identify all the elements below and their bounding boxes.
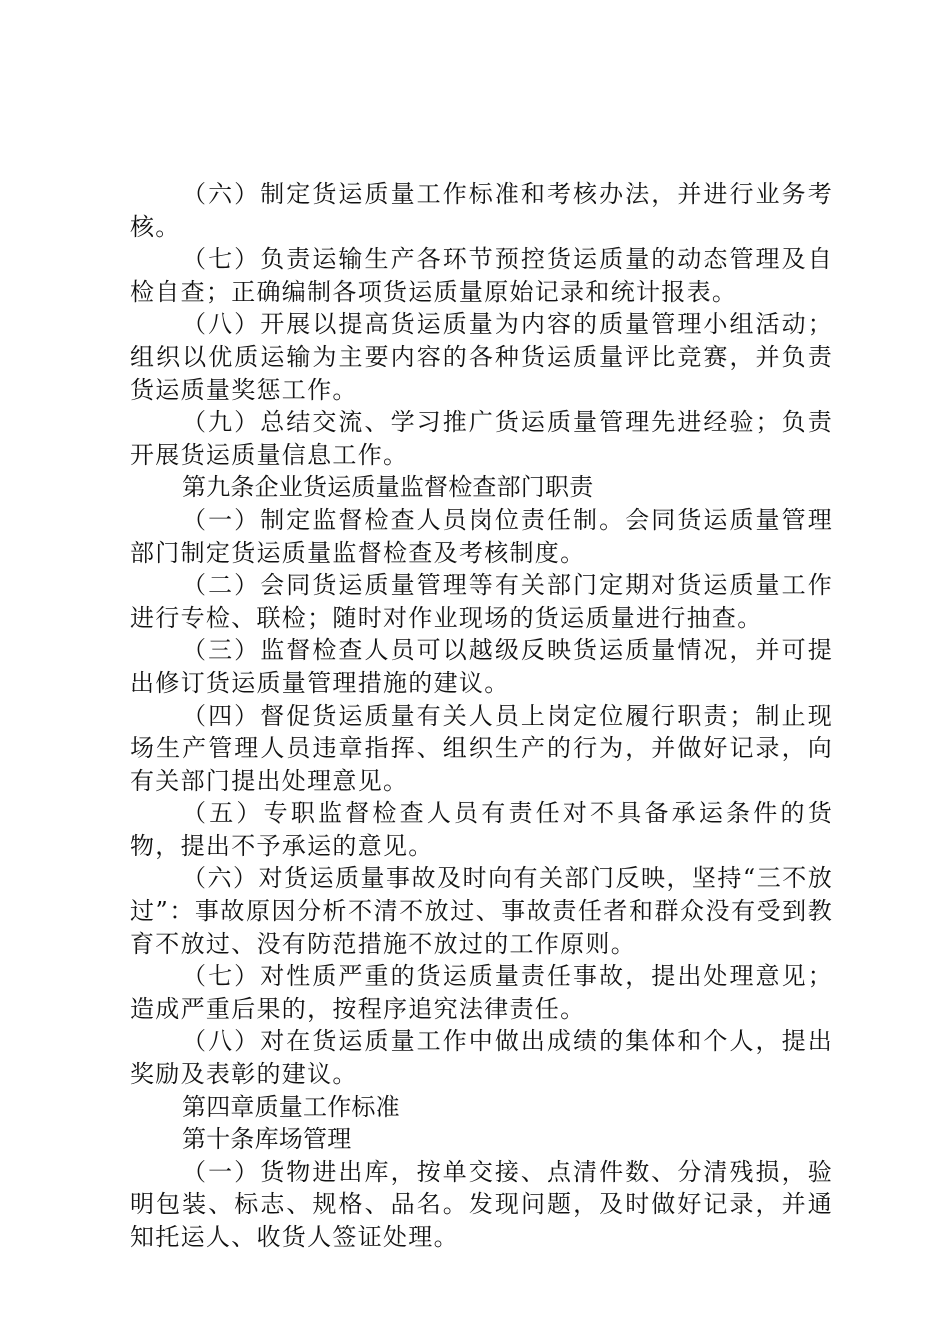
article-9-item-5: （五）专职监督检查人员有责任对不具备承运条件的货物，提出不予承运的意见。 [130,799,833,860]
chapter-4-heading: 第四章质量工作标准 [182,1092,400,1121]
article-10-item-1: （一）货物进出库，按单交接、点清件数、分清残损，验明包装、标志、规格、品名。发现问题，及时做好记录，并通知托运人、收货人签证处理。 [130,1157,833,1251]
paragraph-6-standards: （六）制定货运质量工作标准和考核办法，并进行业务考核。 [130,180,833,241]
article-9-heading: 第九条企业货运质量监督检查部门职责 [182,473,594,502]
document-page [130,178,833,1254]
article-9-item-4: （四）督促货运质量有关人员上岗定位履行职责；制止现场生产管理人员违章指挥、组织生产的行为，并做好记录，向有关部门提出处理意见。 [130,701,833,795]
article-9-item-1: （一）制定监督检查人员岗位责任制。会同货运质量管理部门制定货运质量监督检查及考核制度。 [130,505,833,567]
paragraph-7-dynamic-management: （七）负责运输生产各环节预控货运质量的动态管理及自检自查；正确编制各项货运质量原始记录和统计报表。 [130,245,833,306]
article-10-heading: 第十条库场管理 [182,1125,352,1154]
article-9-item-6: （六）对货运质量事故及时向有关部门反映，坚持“三不放过”：事故原因分析不清不放过、事故责任者和群众没有受到教育不放过、没有防范措施不放过的工作原则。 [130,864,833,958]
article-9-item-3: （三）监督检查人员可以越级反映货运质量情况，并可提出修订货运质量管理措施的建议。 [130,636,833,697]
paragraph-9-experience-exchange: （九）总结交流、学习推广货运质量管理先进经验；负责开展货运质量信息工作。 [130,408,833,469]
article-9-item-7: （七）对性质严重的货运质量责任事故，提出处理意见；造成严重后果的，按程序追究法律责任。 [130,962,833,1023]
article-9-item-2: （二）会同货运质量管理等有关部门定期对货运质量工作进行专检、联检；随时对作业现场的货运质量进行抽查。 [130,571,833,632]
paragraph-8-quality-groups: （八）开展以提高货运质量为内容的质量管理小组活动；组织以优质运输为主要内容的各种货运质量评比竞赛，并负责货运质量奖惩工作。 [130,310,833,404]
article-9-item-8: （八）对在货运质量工作中做出成绩的集体和个人，提出奖励及表彰的建议。 [130,1027,833,1089]
